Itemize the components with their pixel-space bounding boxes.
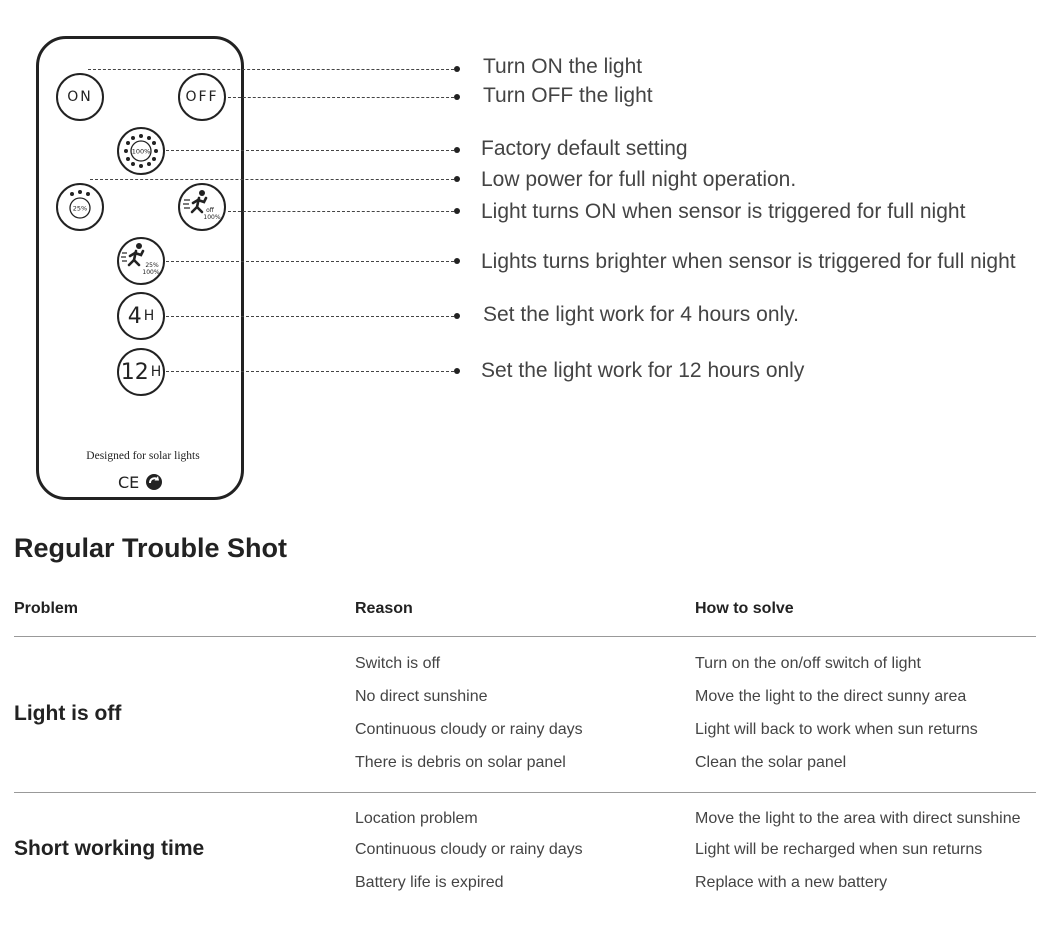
brighter-low-label: 25% <box>145 262 159 269</box>
header-divider <box>14 636 1036 637</box>
callout-line-12h <box>166 371 454 372</box>
callout-dot-sensor-bright <box>454 258 460 264</box>
callout-turn-on: Turn ON the light <box>483 55 643 78</box>
on-button-label: ON <box>67 89 93 105</box>
reason-cell: No direct sunshine <box>355 688 488 705</box>
sensor-brighter-button[interactable] <box>117 237 165 285</box>
solution-cell: Move the light to the area with direct sunshine <box>695 810 1021 827</box>
solution-cell: Light will be recharged when sun returns <box>695 841 983 858</box>
running-person-icon <box>119 239 163 283</box>
sensor-on-label: 100% <box>203 214 221 221</box>
callout-line-sensor-bright <box>166 261 454 262</box>
sensor-full-night-button[interactable] <box>178 183 226 231</box>
remote-caption: Designed for solar lights <box>86 450 200 462</box>
reason-cell: Continuous cloudy or rainy days <box>355 721 583 738</box>
problem-light-off: Light is off <box>14 702 122 725</box>
ce-mark: CE <box>118 473 140 492</box>
brighter-high-label: 100% <box>142 269 160 276</box>
callout-turn-off: Turn OFF the light <box>483 84 653 107</box>
solution-cell: Move the light to the direct sunny area <box>695 688 967 705</box>
callout-dot-4h <box>454 313 460 319</box>
callout-dot-sensor-on <box>454 208 460 214</box>
twelve-hours-unit: H <box>150 364 162 380</box>
callout-line-on <box>88 69 454 70</box>
header-reason: Reason <box>355 600 413 617</box>
low-power-percent-label: 25% <box>72 204 88 213</box>
four-hours-unit: H <box>143 308 155 324</box>
factory-percent-label: 100% <box>131 147 151 156</box>
sensor-off-label: off <box>206 207 214 214</box>
callout-line-low-power <box>90 179 454 180</box>
twelve-hours-button[interactable] <box>117 348 165 396</box>
section-title: Regular Trouble Shot <box>14 533 288 563</box>
four-hours-number: 4 <box>127 303 142 329</box>
callout-line-sensor-on <box>228 211 454 212</box>
reason-cell: Continuous cloudy or rainy days <box>355 841 583 858</box>
running-person-icon <box>180 185 224 229</box>
on-button[interactable] <box>56 73 104 121</box>
callout-four-hours: Set the light work for 4 hours only. <box>483 303 799 326</box>
callout-dot-12h <box>454 368 460 374</box>
callout-line-off <box>228 97 454 98</box>
callout-dot-factory <box>454 147 460 153</box>
problem-short-working-time: Short working time <box>14 837 205 860</box>
twelve-hours-number: 12 <box>120 359 149 385</box>
reason-cell: There is debris on solar panel <box>355 754 566 771</box>
row-divider <box>14 792 1036 793</box>
dotted-ring-icon <box>119 129 163 173</box>
header-how-to-solve: How to solve <box>695 600 794 617</box>
ce-recycle-marks-icon <box>118 471 164 493</box>
header-problem: Problem <box>14 600 79 617</box>
partial-ring-icon <box>58 185 102 229</box>
callout-low-power: Low power for full night operation. <box>481 168 797 191</box>
callout-sensor-full-night: Light turns ON when sensor is triggered for full night <box>481 200 966 223</box>
four-hours-button[interactable] <box>117 292 165 340</box>
solution-cell: Light will back to work when sun returns <box>695 721 978 738</box>
solution-cell: Replace with a new battery <box>695 874 888 891</box>
off-button-label: OFF <box>185 89 219 105</box>
callout-twelve-hours: Set the light work for 12 hours only <box>481 359 805 382</box>
reason-cell: Location problem <box>355 810 478 827</box>
callout-line-factory <box>166 150 454 151</box>
callout-dot-on <box>454 66 460 72</box>
off-button[interactable] <box>178 73 226 121</box>
reason-cell: Battery life is expired <box>355 874 504 891</box>
callout-line-4h <box>166 316 454 317</box>
callout-dot-off <box>454 94 460 100</box>
factory-default-button[interactable] <box>117 127 165 175</box>
solution-cell: Clean the solar panel <box>695 754 847 771</box>
solution-cell: Turn on the on/off switch of light <box>695 655 921 672</box>
reason-cell: Switch is off <box>355 655 441 672</box>
callout-dot-low-power <box>454 176 460 182</box>
callout-factory-default: Factory default setting <box>481 137 688 160</box>
callout-sensor-brighter: Lights turns brighter when sensor is triggered for full night <box>481 250 1016 273</box>
low-power-button[interactable] <box>56 183 104 231</box>
